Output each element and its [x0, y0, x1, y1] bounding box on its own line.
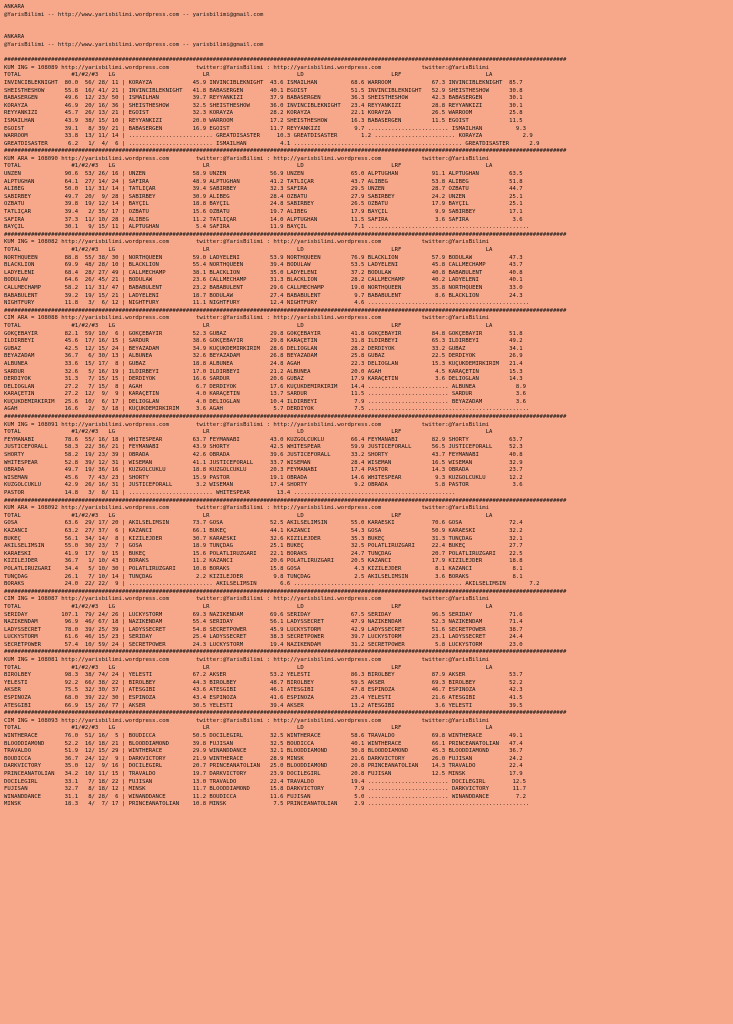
- text-line: BODULAW 64.6 26/ 45/ 21 | BODULAW 23.6 CALLMECHAMP 31.3 BLACKLION 28.2 CALLMECHAMP 40.2 LADYELENI 40.1: [4, 277, 523, 284]
- text-line: MINSK 18.3 4/ 7/ 17 | PRINCEANATOLIAN 10.8 MINSK 7.5 PRINCEANATOLIAN 2.9 ................................................: [4, 801, 530, 808]
- text-line: NIGHTFURY 11.8 3/ 6/ 12 | NIGHTFURY 11.1 NIGHTFURY 12.4 NIGHTFURY 4.6 ................................................: [4, 300, 530, 307]
- text-line: SHORTY 58.2 19/ 23/ 39 | OBRADA 42.6 OBRADA 39.6 JUSTICEFORALL 33.2 SHORTY 43.7 FEYMANABI 40.8: [4, 452, 523, 459]
- text-line: GÖKÇEBAYIR 82.1 59/ 10/ 6 | GÖKÇEBAYIR 52.3 GUBAZ 29.8 GÖKÇEBAYIR 41.8 GÖKÇEBAYIR 84.8 GÖKÇEBAYIR 51.8: [4, 330, 523, 337]
- text-line: FUJISAN 32.7 8/ 18/ 12 | MINSK 11.7 BLOODDIAMOND 15.8 DARKVICTORY 7.9 ........................ DARKVICTORY 11.7: [4, 786, 526, 793]
- section-divider: #######################################################################################################################################################################: [4, 57, 567, 64]
- section-divider: #######################################################################################################################################################################: [4, 497, 567, 504]
- text-line: TRAVALDO 51.9 12/ 15/ 29 | WINTHERACE 29.9 WINANDDANCE 32.1 BLOODDIAMOND 30.8 BLOODDIAMOND 45.3 BLOODDIAMOND 36.7: [4, 748, 523, 755]
- text-line: TOTAL #1/#2/#3 LG LR LD LRF LA: [4, 163, 493, 170]
- text-line: BEYAZADAM 36.7 6/ 30/ 13 | ALBUNEA 32.6 BEYAZADAM 26.8 BEYAZADAM 25.8 GUBAZ 22.5 DERDIYOK 26.9: [4, 353, 523, 360]
- text-line: [4, 27, 729, 35]
- text-line: OBRADA 49.7 19/ 36/ 16 | KUZGÖLCÜKLÜ 18.8 KUZGÖLCÜKLÜ 20.3 FEYMANABI 17.4 PASTOR 14.3 OBRADA 23.7: [4, 467, 523, 474]
- text-line: FEYMANABI 78.6 55/ 16/ 18 | WHITESPEAR 63.7 FEYMANABI 43.0 KUZGÖLCÜKLÜ 66.4 FEYMANABI 82.9 SHORTY 63.7: [4, 436, 523, 443]
- text-line: BLACKLION 69.9 48/ 28/ 10 | BLACKLION 55.4 NORTHQUEEN 39.4 BODULAW 53.5 LADYELENI 45.8 CALLMECHAMP 43.7: [4, 262, 523, 269]
- text-line: SHEISTHESHOW 55.8 16/ 41/ 21 | INVINCIBLEKNIGHT 41.8 BABASERGEN 40.1 EGOIST 51.5 INVINCIBLEKNIGHT 52.9 SHEISTHESHOW 30.8: [4, 87, 523, 94]
- section-divider: #######################################################################################################################################################################: [4, 148, 567, 155]
- text-line: CALLMECHAMP 58.2 11/ 31/ 47 | BABABÜLENT 23.2 BABABÜLENT 29.6 CALLMECHAMP 19.0 NORTHQUEEN 35.8 NORTHQUEEN 33.0: [4, 284, 523, 291]
- text-line: BABASERGEN 49.6 12/ 23/ 50 | ISMAILHAN 39.7 REYYANKIZI 37.9 BABASERGEN 36.3 SHEISTHESHOW 42.3 BABASERGEN 30.1: [4, 95, 523, 102]
- text-line: GOSA 63.6 29/ 17/ 20 | AKILSELIMSIN 73.7 GOSA 52.5 AKILSELIMSIN 55.0 KARAESKI 70.6 GOSA 72.4: [4, 520, 523, 527]
- section-divider: #######################################################################################################################################################################: [4, 588, 567, 595]
- text-line: TOTAL #1/#2/#3 LG LR LD LRF LA: [4, 664, 493, 671]
- text-line: CIM ING = 108093 http://yarisbilimi.wordpress.com twitter:@YarisBilimi : http://yarisbilimi.wordpress.com twitter:@YarisBilimi: [4, 717, 489, 724]
- text-line: LUCKYSTORM 61.6 46/ 15/ 23 | SERIDAY 25.4 LADYSSECRET 38.3 SECRETPOWER 39.7 LUCKYSTORM 23.1 LADYSSECRET 24.4: [4, 634, 523, 641]
- text-line: YELESTI 92.2 66/ 38/ 22 | BIROLBEY 44.3 BIROLBEY 48.7 BIROLBEY 59.5 AKSER 69.3 BIROLBEY 52.2: [4, 679, 523, 686]
- text-line: KUM ING = 108081 http://yarisbilimi.wordpress.com twitter:@YarisBilimi : http://yarisbilimi.wordpress.com twitter:@YarisBilimi: [4, 657, 489, 664]
- text-line: DELIOGLAN 27.2 7/ 15/ 8 | AGAH 6.7 DERDIYOK 17.6 KÜÇÜKDEMIRKIRIM 14.4 ........................ ALBUNEA 8.9: [4, 383, 526, 390]
- text-line: WINTHERACE 76.0 51/ 16/ 5 | BOUDICCA 50.5 DOCILEGIRL 32.5 WINTHERACE 58.6 TRAVALDO 69.8 WINTHERACE 49.1: [4, 733, 523, 739]
- text-line: KIZILEJDER 36.7 1/ 10/ 43 | BORAKS 11.2 KAZANCI 20.6 POLATLIRÜZGARI 20.5 KAZANCI 17.9 KIZILEJDER 18.8: [4, 558, 523, 565]
- text-line: JUSTICEFORALL 58.3 22/ 36/ 21 | FEYMANABI 43.9 SHORTY 42.5 WHITESPEAR 59.9 JUSTICEFORALL 56.5 JUSTICEFORALL 52.3: [4, 444, 523, 451]
- text-line: ANKARA: [4, 4, 25, 10]
- text-line: TOTAL #1/#2/#3 LG LR LD LRF LA: [4, 603, 493, 610]
- text-line: @YarisBilimi -- http://www.yarisbilimi.wordpress.com -- yarisbilimi@gmail.com: [4, 11, 264, 18]
- text-line: PRINCEANATOLIAN 34.2 10/ 11/ 15 | TRAVALDO 19.7 DARKVICTORY 23.9 DOCILEGIRL 20.8 FUJISAN 12.5 MINSK 17.9: [4, 770, 523, 777]
- text-line: KARAESKI 41.9 17/ 9/ 15 | BÜKEÇ 15.6 POLATLIRÜZGARI 22.1 BORAKS 24.7 TUNÇDAG 20.7 POLATLIRÜZGARI 22.5: [4, 550, 523, 557]
- text-line: KUM ING = 108082 http://yarisbilimi.wordpress.com twitter:@YarisBilimi : http://yarisbilimi.wordpress.com twitter:@YarisBilimi: [4, 239, 489, 246]
- section-divider: #######################################################################################################################################################################: [4, 307, 567, 314]
- text-line: WARROOM 33.8 13/ 11/ 14 | ......................... GREATDISASTER 10.3 GREATDISASTER 1.2 ........................ KORAYZA 2.9: [4, 133, 533, 140]
- text-line: BAYÇIL 30.1 9/ 15/ 11 | ALPTUGHAN 5.4 SAFIRA 11.9 BAYÇIL 7.1 ................................................: [4, 224, 530, 231]
- text-line: SERIDAY 107.1 79/ 24/ 26 | LUCKYSTORM 69.3 NAZIKENDAM 69.6 SERIDAY 67.5 SERIDAY 96.5 SERIDAY 71.6: [4, 611, 523, 618]
- text-line: TATLIÇAR 39.4 2/ 35/ 17 | ÖZBATU 15.6 ÖZBATU 19.7 ALIBEG 17.9 BAYÇIL 9.9 SABIRBEY 17.1: [4, 209, 523, 216]
- text-line: CIM ARA = 108088 http://yarisbilimi.wordpress.com twitter:@YarisBilimi : http://yarisbilimi.wordpress.com twitter:@YarisBilimi: [4, 315, 489, 322]
- text-line: INVINCIBLEKNIGHT 80.0 56/ 28/ 11 | KORAYZA 45.9 INVINCIBLEKNIGHT 43.6 ISMAILHAN 68.6 WARROOM 67.3 INVINCIBLEKNIGHT 85.7: [4, 79, 523, 86]
- text-line: SECRETPOWER 57.4 10/ 59/ 24 | SECRETPOWER 24.3 LUCKYSTORM 19.4 NAZIKENDAM 31.2 SECRETPOWER 5.8 LUCKYSTORM 23.0: [4, 641, 523, 648]
- section-divider: #######################################################################################################################################################################: [4, 710, 567, 717]
- text-line: KUM ING = 108091 http://yarisbilimi.wordpress.com twitter:@YarisBilimi : http://yarisbilimi.wordpress.com twitter:@YarisBilimi: [4, 421, 489, 428]
- text-line: ANKARA: [4, 34, 25, 41]
- text-line: GUBAZ 42.5 12/ 15/ 24 | BEYAZADAM 34.9 KÜÇÜKDEMIRKIRIM 28.6 DELIOGLAN 28.2 DERDIYOK 33.2 GUBAZ 34.1: [4, 345, 523, 352]
- text-line: KUZGÖLCÜKLÜ 42.9 26/ 16/ 31 | JUSTICEFORALL 3.2 WISEMAN 17.4 SHORTY 9.2 OBRADA 5.8 PASTOR 3.6: [4, 482, 523, 489]
- text-line: WHITESPEAR 52.8 39/ 12/ 31 | WISEMAN 41.1 JUSTICEFORALL 33.7 WISEMAN 28.4 WISEMAN 16.5 WISEMAN 32.9: [4, 459, 523, 466]
- text-line: ILDIRBEYI 45.6 17/ 16/ 15 | SARDUR 38.6 GÖKÇEBAYIR 29.8 KARAÇETIN 31.8 ILDIRBEYI 65.3 ILDIRBEYI 49.2: [4, 338, 523, 345]
- text-line: ALBUNEA 33.6 15/ 17/ 8 | GUBAZ 18.8 ALBUNEA 24.8 AGAH 22.3 DELIOGLAN 15.3 KÜÇÜKDEMIRKIRIM 21.4: [4, 360, 523, 367]
- text-line: KUM ARA = 108090 http://yarisbilimi.wordpress.com twitter:@YarisBilimi : http://yarisbilimi.wordpress.com twitter:@YarisBilimi: [4, 155, 489, 162]
- text-line: [4, 50, 729, 58]
- text-line: CIM ING = 108087 http://yarisbilimi.wordpress.com twitter:@YarisBilimi : http://yarisbilimi.wordpress.com twitter:@YarisBilimi: [4, 596, 489, 603]
- text-line: ALIBEG 50.0 11/ 31/ 14 | TATLIÇAR 39.4 SABIRBEY 32.3 SAFIRA 29.5 UNZEN 28.7 ÖZBATU 44.7: [4, 186, 523, 193]
- text-line: TOTAL #1/#2/#3 LG LR LD LRF LA: [4, 247, 493, 253]
- text-line: TOTAL #1/#2/#3 LG LR LD LRF LA: [4, 725, 493, 732]
- text-line: AKSER 75.5 32/ 30/ 37 | ATESGIBI 43.6 ATESGIBI 46.1 ATESGIBI 47.8 ESPINOZA 46.7 ESPINOZA 42.3: [4, 687, 523, 694]
- text-line: TUNÇDAG 26.1 7/ 10/ 14 | TUNÇDAG 2.2 KIZILEJDER 9.8 TUNÇDAG 2.5 AKILSELIMSIN 3.6 BORAKS 8.1: [4, 573, 523, 580]
- text-line: PASTOR 14.8 3/ 8/ 11 | ......................... WHITESPEAR 13.4 ................................................: [4, 490, 456, 496]
- text-line: KÜÇÜKDEMIRKIRIM 25.6 10/ 6/ 17 | DELIOGLAN 4.0 DELIOGLAN 10.4 ILDIRBEYI 7.9 ........................ BEYAZADAM 3.6: [4, 398, 526, 405]
- text-line: ÖZBATU 39.8 19/ 12/ 14 | BAYÇIL 18.8 BAYÇIL 24.8 SABIRBEY 26.5 ÖZBATU 17.9 BAYÇIL 25.1: [4, 201, 523, 208]
- text-line: AGAH 16.6 2/ 3/ 18 | KÜÇÜKDEMIRKIRIM 3.6 AGAH 5.7 DERDIYOK 7.5 ................................................: [4, 406, 530, 413]
- text-line: KORAYZA 46.9 20/ 16/ 36 | SHEISTHESHOW 32.5 SHEISTHESHOW 36.0 INVINCIBLEKNIGHT 23.4 REYYANKIZI 28.8 REYYANKIZI 30.1: [4, 102, 523, 109]
- text-line: ATESGIBI 66.9 15/ 26/ 77 | AKSER 30.5 YELESTI 39.4 AKSER 13.2 ATESGIBI 3.6 YELESTI 39.5: [4, 702, 523, 709]
- text-line: GREATDISASTER 6.2 1/ 4/ 6 | ......................... ISMAILHAN 4.1 .................................................. GREATDISASTER 2.9: [4, 140, 540, 147]
- text-line: ISMAILHAN 43.9 38/ 15/ 10 | REYYANKIZI 20.0 WARROOM 17.2 SHEISTHESHOW 16.3 BABASERGEN 11.5 EGOIST 11.5: [4, 117, 523, 124]
- text-line: SARDUR 32.6 5/ 16/ 19 | ILDIRBEYI 17.0 ILDIRBEYI 21.2 ALBUNEA 20.0 AGAH 4.5 KARAÇETIN 15.3: [4, 368, 523, 375]
- section-divider: #######################################################################################################################################################################: [4, 649, 567, 656]
- text-line: BÜKEÇ 56.1 34/ 14/ 8 | KIZILEJDER 30.7 KARAESKI 32.6 KIZILEJDER 35.3 BÜKEÇ 31.3 TUNÇDAG 32.1: [4, 535, 523, 542]
- text-line: BOUDICCA 36.7 24/ 12/ 9 | DARKVICTORY 21.9 WINTHERACE 28.9 MINSK 21.6 DARKVICTORY 26.0 FUJISAN 24.2: [4, 755, 523, 762]
- text-line: KAZANCI 63.2 27/ 37/ 6 | KAZANCI 66.1 BÜKEÇ 44.1 KAZANCI 54.3 GOSA 50.9 KARAESKI 32.2: [4, 527, 523, 534]
- text-line: WINANDDANCE 31.1 8/ 28/ 6 | WINANDDANCE 11.2 BOUDICCA 11.6 FUJISAN 5.0 ........................ WINANDDANCE 7.2: [4, 793, 526, 800]
- text-line: DERDIYOK 31.3 7/ 15/ 15 | DERDIYOK 16.6 SARDUR 20.6 GUBAZ 17.9 KARAÇETIN 3.6 DELIOGLAN 14.3: [4, 376, 523, 383]
- text-line: SAFIRA 37.3 11/ 10/ 28 | ALIBEG 11.2 TATLIÇAR 14.0 ALPTUGHAN 11.5 SAFIRA 3.6 SAFIRA 3.6: [4, 216, 523, 223]
- text-line: EGOIST 39.1 8/ 39/ 21 | BABASERGEN 16.9 EGOIST 11.7 REYYANKIZI 9.7 ........................ ISMAILHAN 9.3: [4, 125, 526, 132]
- text-line: DOCILEGIRL 33.1 7/ 18/ 22 | FUJISAN 13.0 TRAVALDO 22.4 TRAVALDO 19.4 ........................ DOCILEGIRL 12.5: [4, 778, 526, 785]
- text-line: TOTAL #1/#2/#3 LG LR LD LRF LA: [4, 72, 493, 79]
- text-line: NORTHQUEEN 88.8 55/ 38/ 30 | NORTHQUEEN 59.0 LADYELENI 53.9 NORTHQUEEN 76.9 BLACKLION 57.9 BODULAW 47.3: [4, 254, 523, 261]
- text-line: UNZEN 90.6 53/ 26/ 16 | UNZEN 58.9 UNZEN 56.9 UNZEN 65.0 ALPTUGHAN 91.1 ALPTUGHAN 63.5: [4, 171, 523, 178]
- text-line: LADYELENI 68.4 28/ 27/ 49 | CALLMECHAMP 38.1 BLACKLION 35.0 LADYELENI 37.2 BODULAW 40.8 BABABÜLENT 40.8: [4, 269, 523, 276]
- text-line: BORAKS 24.0 22/ 22/ 9 | ......................... AKILSELIMSIN 6.6 ........................ ......................... AKILSELIMSIN 7.2: [4, 581, 540, 588]
- text-line: TOTAL #1/#2/#3 LG LR LD LRF LA: [4, 322, 493, 329]
- text-line: POLATLIRÜZGARI 34.4 5/ 10/ 30 | POLATLIRÜZGARI 10.8 BORAKS 15.8 GOSA 4.3 KIZILEJDER 8.1 KAZANCI 8.1: [4, 565, 523, 572]
- text-line: DARKVICTORY 35.0 12/ 9/ 16 | DOCILEGIRL 20.7 PRINCEANATOLIAN 25.0 BLOODDIAMOND 20.8 PRINCEANATOLIAN 14.3 TRAVALDO 22.4: [4, 763, 523, 770]
- text-line: WISEMAN 45.6 7/ 43/ 23 | SHORTY 15.9 PASTOR 19.1 OBRADA 14.6 WHITESPEAR 9.3 KUZGÖLCÜKLÜ 12.2: [4, 474, 523, 481]
- text-line: @YarisBilimi -- http://www.yarisbilimi.wordpress.com -- yarisbilimi@gmail.com: [4, 41, 264, 48]
- section-divider: #######################################################################################################################################################################: [4, 414, 567, 421]
- text-line: ALPTUGHAN 64.1 27/ 14/ 24 | SAFIRA 48.9 ALPTUGHAN 41.2 TATLIÇAR 43.7 ALIBEG 53.8 ALIBEG 51.8: [4, 178, 523, 185]
- text-line: SABIRBEY 49.7 20/ 9/ 28 | SABIRBEY 30.9 ALIBEG 28.4 ÖZBATU 27.9 SABIRBEY 24.2 UNZEN 25.1: [4, 193, 523, 200]
- text-line: REYYANKIZI 45.7 26/ 13/ 21 | EGOIST 32.3 KORAYZA 28.2 KORAYZA 22.1 KORAYZA 26.5 WARROOM 25.8: [4, 110, 523, 117]
- section-divider: #######################################################################################################################################################################: [4, 231, 567, 238]
- text-line: LADYSSECRET 78.0 39/ 25/ 39 | LADYSSECRET 54.8 SECRETPOWER 45.9 LUCKYSTORM 42.9 LADYSSECRET 51.6 SECRETPOWER 38.7: [4, 626, 523, 633]
- text-line: BIROLBEY 98.3 38/ 74/ 24 | YELESTI 67.2 AKSER 53.2 YELESTI 86.3 BIROLBEY 87.9 AKSER 53.7: [4, 672, 523, 679]
- document-text: [4, 4, 729, 809]
- text-line: KUM ARA = 108092 http://yarisbilimi.wordpress.com twitter:@YarisBilimi : http://yarisbilimi.wordpress.com twitter:@YarisBilimi: [4, 505, 489, 512]
- text-line: [4, 19, 729, 27]
- text-line: TOTAL #1/#2/#3 LG LR LD LRF LA: [4, 429, 493, 436]
- text-line: KUM ING = 108089 http://yarisbilimi.wordpress.com twitter:@YarisBilimi : http://yarisbilimi.wordpress.com twitter:@YarisBilimi: [4, 64, 489, 71]
- text-line: BLOODDIAMOND 52.2 16/ 18/ 21 | BLOODDIAMOND 39.8 FUJISAN 32.5 BOUDICCA 40.1 WINTHERACE 66.1 PRINCEANATOLIAN 47.4: [4, 740, 523, 747]
- text-line: ESPINOZA 68.0 39/ 22/ 30 | ESPINOZA 43.4 ESPINOZA 41.6 ESPINOZA 23.4 YELESTI 21.6 ATESGIBI 41.5: [4, 695, 523, 702]
- text-line: AKILSELIMSIN 55.0 30/ 23/ 7 | GOSA 18.9 TUNÇDAG 25.1 BÜKEÇ 32.5 POLATLIRÜZGARI 22.4 BÜKEÇ 27.7: [4, 543, 523, 550]
- text-line: TOTAL #1/#2/#3 LG LR LD LRF LA: [4, 512, 493, 519]
- text-line: KARAÇETIN 27.2 12/ 9/ 9 | KARAÇETIN 4.0 KARAÇETIN 13.7 SARDUR 11.5 ........................ SARDUR 3.6: [4, 391, 526, 398]
- text-line: NAZIKENDAM 96.9 46/ 67/ 18 | NAZIKENDAM 55.4 SERIDAY 56.1 LADYSSECRET 47.9 NAZIKENDAM 52.3 NAZIKENDAM 71.4: [4, 619, 523, 626]
- text-line: BABABÜLENT 39.2 19/ 15/ 21 | LADYELENI 18.7 BODULAW 27.4 BABABÜLENT 9.7 BABABÜLENT 8.6 BLACKLION 24.3: [4, 292, 523, 299]
